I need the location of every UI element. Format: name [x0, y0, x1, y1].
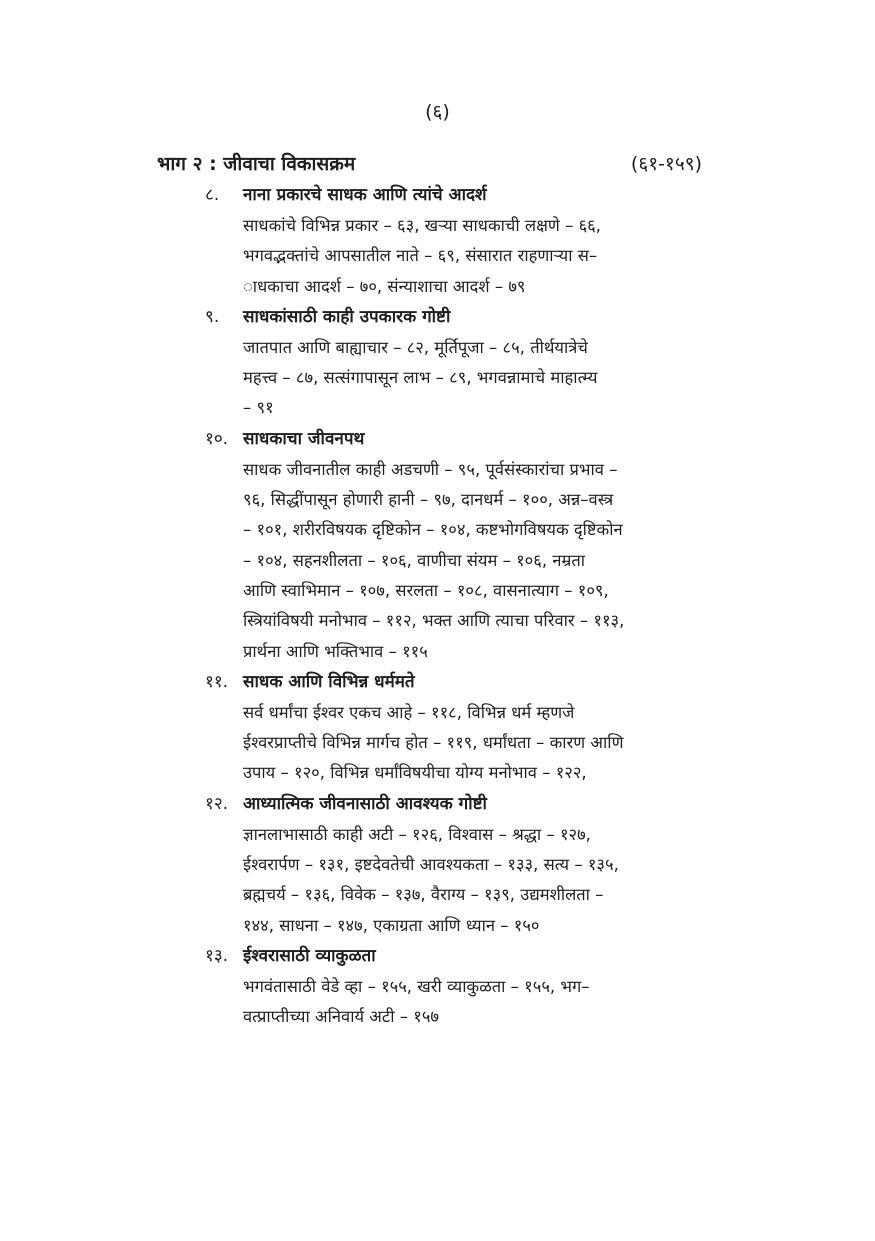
chapter-title: साधकाचा जीवनपथ — [243, 428, 365, 449]
chapter-topic-line: स्त्रियांविषयी मनोभाव – ११२, भक्त आणि त्याचा परिवार – ११३, — [243, 611, 625, 631]
chapter-topic-line: ९६, सिद्धींपासून होणारी हानी – ९७, दानधर्म – १००, अन्न–वस्त्र — [243, 490, 614, 510]
chapter-entry — [0, 302, 875, 424]
chapter-topic-line: ईश्वरार्पण – १३१, इष्टदेवतेची आवश्यकता – १३३, सत्य – १३५, — [243, 855, 619, 875]
chapter-number: ९. — [205, 306, 220, 327]
page-number: (६) — [425, 101, 450, 123]
chapter-title: साधकांसाठी काही उपकारक गोष्टी — [243, 306, 451, 327]
chapter-entry — [0, 789, 875, 941]
part-page-range: (६१-१५९) — [630, 153, 702, 175]
chapter-entry — [0, 941, 875, 1033]
part-title: भाग २ : जीवाचा विकासक्रम — [157, 153, 356, 175]
chapter-title: साधक आणि विभिन्न धर्ममते — [243, 671, 415, 692]
chapter-topic-line: – ९१ — [243, 398, 274, 418]
chapter-number: १२. — [205, 793, 229, 814]
chapter-topic-line: वत्प्राप्तीच्या अनिवार्य अटी – १५७ — [243, 1007, 439, 1027]
chapter-topic-line: साधकांचे विभिन्न प्रकार – ६३, खऱ्या साधकाची लक्षणे – ६६, — [243, 216, 601, 235]
chapter-heading — [0, 180, 875, 211]
chapter-entry — [0, 424, 875, 667]
chapter-topic-line: ाधकाचा आदर्श – ७०, संन्याशाचा आदर्श – ७९ — [243, 276, 526, 296]
chapter-topic-line: जातपात आणि बाह्याचार – ८२, मूर्तिपूजा – ८५, तीर्थयात्रेचे — [243, 337, 588, 357]
chapter-heading — [0, 941, 875, 972]
chapter-topic-line: – १०४, सहनशीलता – १०६, वाणीचा संयम – १०६, नम्रता — [243, 550, 586, 570]
chapter-heading — [0, 789, 875, 820]
chapter-topic-line: उपाय – १२०, विभिन्न धर्मांविषयीचा योग्य मनोभाव – १२२, — [243, 763, 587, 783]
chapter-topic-line: ज्ञानलाभासाठी काही अटी – १२६, विश्वास – श्रद्धा – १२७, — [243, 824, 591, 844]
chapter-number: १०. — [205, 428, 229, 449]
chapter-topic-line: साधक जीवनातील काही अडचणी – ९५, पूर्वसंस्कारांचा प्रभाव – — [243, 459, 618, 479]
chapter-topic-line: ब्रह्मचर्य – १३६, विवेक – १३७, वैराग्य – १३९, उद्यमशीलता – — [243, 885, 604, 905]
chapter-entry — [0, 180, 875, 302]
chapter-topic-line: महत्त्व – ८७, सत्संगापासून लाभ – ८९, भगवन्नामाचे माहात्म्य — [243, 368, 598, 388]
chapter-topic-line: भगवद्भक्तांचे आपसातील नाते – ६९, संसारात राहणाऱ्या स– — [243, 246, 598, 266]
chapter-topic-line: १४४, साधना – १४७, एकाग्रता आणि ध्यान – १५० — [243, 915, 540, 935]
chapter-number: १३. — [205, 945, 229, 966]
chapter-list — [0, 180, 875, 1033]
chapter-title: आध्यात्मिक जीवनासाठी आवश्यक गोष्टी — [243, 793, 487, 814]
chapter-title: ईश्वरासाठी व्याकुळता — [243, 945, 376, 966]
chapter-heading — [0, 667, 875, 698]
chapter-topic-line: भगवंतासाठी वेडे व्हा – १५५, खरी व्याकुळता – १५५, भग– — [243, 976, 590, 996]
chapter-number: ८. — [205, 185, 220, 205]
chapter-entry — [0, 667, 875, 789]
chapter-heading — [0, 424, 875, 455]
chapter-topic-line: ईश्वरप्राप्तीचे विभिन्न मार्गच होत – ११९, धर्मांधता – कारण आणि — [243, 733, 624, 753]
chapter-topic-line: आणि स्वाभिमान – १०७, सरलता – १०८, वासनात्याग – १०९, — [243, 580, 609, 600]
chapter-number: ११. — [205, 671, 229, 692]
chapter-topic-line: प्रार्थना आणि भक्तिभाव – ११५ — [243, 641, 428, 661]
chapter-topic-line: – १०१, शरीरविषयक दृष्टिकोन – १०४, कष्टभोगविषयक दृष्टिकोन — [243, 520, 623, 540]
chapter-title: नाना प्रकारचे साधक आणि त्यांचे आदर्श — [243, 185, 487, 205]
part-heading — [157, 150, 702, 178]
chapter-heading — [0, 302, 875, 333]
chapter-topic-line: सर्व धर्मांचा ईश्वर एकच आहे – ११८, विभिन्न धर्म म्हणजे — [243, 702, 575, 722]
